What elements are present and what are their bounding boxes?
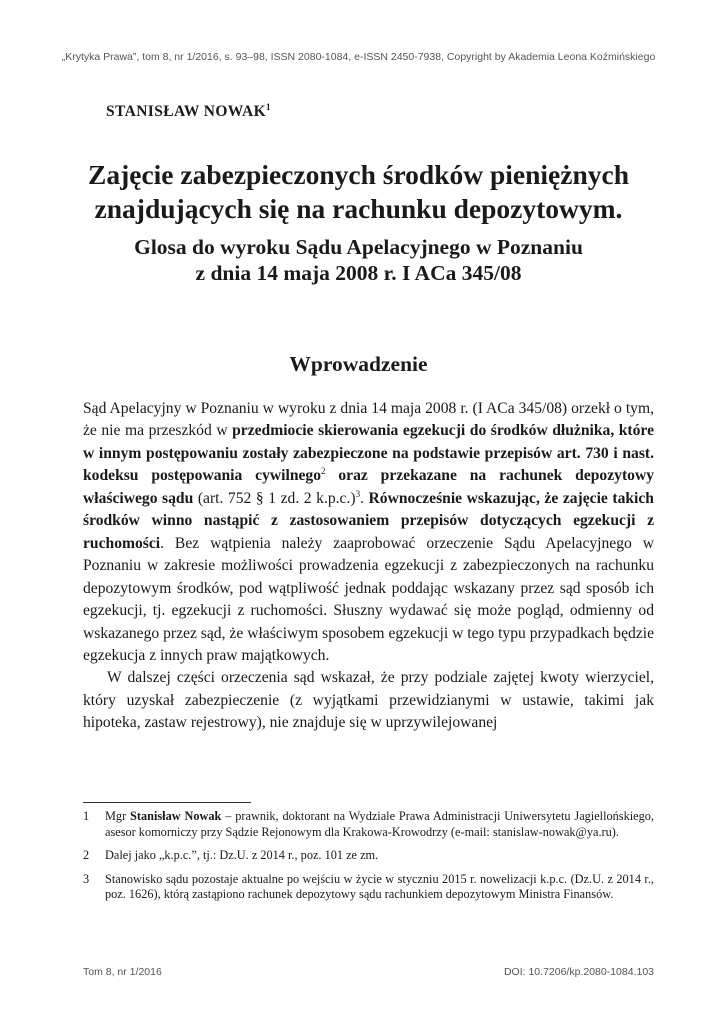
footnote-text: Dalej jako „k.p.c.”, tj.: Dz.U. z 2014 r., poz. 101 ze zm. [105,848,379,862]
subtitle-line-2: z dnia 14 maja 2008 r. I ACa 345/08 [195,261,522,285]
p1-bold-3: Równocześnie wskazując, że zajęcie takich środków winno nastąpić z zastosowaniem przepisów dotyczących egzekucji z ruchomości [83,489,654,552]
footnote-text: Stanowisko sądu pozostaje aktualne po wejściu w życie w styczniu 2015 r. nowelizacji k.p.c. (Dz.U. z 2014 r., poz. 1626), którą zastąpiono rachunek depozytowy sądu rachunkiem depozytowym Ministra Finansów. [105,871,654,901]
p1-text-3: . [360,489,369,507]
section-heading: Wprowadzenie [289,352,428,376]
body-text [83,398,654,735]
paragraph-1 [83,398,654,667]
footnote-number: 2 [83,848,90,862]
footnote-ref-2[interactable]: 2 [321,466,326,477]
footnote-3 [83,872,654,903]
p1-text-2: (art. 752 § 1 zd. 2 k.p.c.) [193,489,356,507]
footnote-divider [83,802,251,803]
footnote-1-author: Stanisław Nowak [130,809,222,823]
author-name [106,102,271,121]
footnote-ref-3[interactable]: 3 [355,488,361,499]
paragraph-2: W dalszej części orzeczenia sąd wskazał, że przy podziale zajętej kwoty wierzyciel, który uzyskał zabezpieczenie (z wyjątkami przewidzianymi w ustawie, takimi jak hipoteka, zastaw rejestrowy), nie znajduje się w uprzywilejowanej [83,669,654,732]
footnote-1-body: – prawnik, doktorant na Wydziale Prawa Administracji Uniwersytetu Jagiellońskiego, asesor komorniczy przy Sądzie Rejonowym dla Krakowa-Krowodrzy (e-mail: stanislaw-nowak@ya.ru). [105,809,654,839]
author-footnote-ref[interactable]: 1 [266,102,271,112]
footnote-text [105,809,654,840]
footer-doi[interactable]: DOI: 10.7206/kp.2080-1084.103 [503,966,654,978]
p1-text-1: Sąd Apelacyjny w Poznaniu w wyroku z dnia 14 maja 2008 r. (I ACa 345/08) orzekł o tym, że nie ma przeszkód w [83,400,654,440]
p1-text-4: . Bez wątpienia należy zaaprobować orzeczenie Sądu Apelacyjnego w Poznaniu w zakresie możliwości prowadzenia egzekucji z zabezpieczonych na rachunku depozytowym środków, pod wątpliwość jednak poddając wskazany przez sąd sposób ich egzekucji, tj. egzekucji z ruchomości. Słuszny wydawać się może pogląd, odmienny od wskazanego przez sąd, że właściwym sposobem egzekucji w tego typu przypadkach będzie egzekucja z innych praw majątkowych. [83,534,654,664]
footnotes [83,809,654,911]
footnote-1-prefix: Mgr [105,809,131,823]
title-line-2: znajdujących się na rachunku depozytowym. [94,193,623,224]
footnote-2 [83,848,654,864]
running-head: „Krytyka Prawa”, tom 8, nr 1/2016, s. 93–98, ISSN 2080-1084, e-ISSN 2450-7938, Copyright by Akademia Leona Koźmińskiego [61,51,656,63]
p1-bold-1: przedmiocie skierowania egzekucji do środków dłużnika, które w innym postępowaniu zostały zabezpieczone na podstawie przepisów art. 730 i nast. kodeksu postępowania cywilnego [83,422,654,485]
author-name-text: STANISŁAW NOWAK [106,103,267,121]
article-title [60,158,657,226]
footer-volume: Tom 8, nr 1/2016 [83,966,162,978]
footnote-number: 3 [83,871,90,886]
article-subtitle [60,234,657,286]
footnote-1 [83,809,654,840]
footnote-number: 1 [83,809,90,823]
subtitle-line-1: Glosa do wyroku Sądu Apelacyjnego w Poznaniu [134,235,583,259]
title-line-1: Zajęcie zabezpieczonych środków pieniężnych [87,159,630,190]
p1-bold-2: oraz przekazane na rachunek depozytowy właściwego sądu [83,467,654,507]
